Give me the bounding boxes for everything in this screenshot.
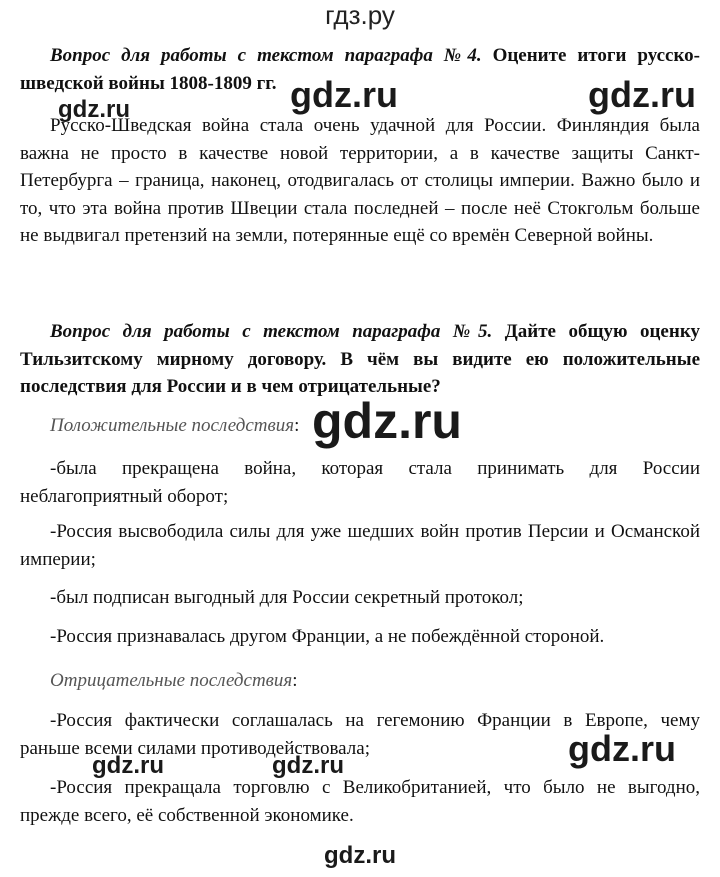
watermark-mid-2: gdz.ru	[588, 74, 696, 115]
watermark-big-1: gdz.ru	[312, 393, 462, 449]
positive-item-1: -была прекращена война, которая стала принимать для России неблагоприятный оборот;	[20, 458, 700, 507]
question-5	[20, 318, 700, 401]
negative-item-1: -Россия фактически соглашалась на гегемонию Франции в Европе, чему раньше всеми силами противодействовала;	[20, 710, 700, 759]
positive-item-4: -Россия признавалась другом Франции, а не побеждённой стороной.	[50, 626, 605, 647]
watermark-mid-3: gdz.ru	[568, 728, 676, 769]
negative-item-2: -Россия прекращала торговлю с Великобританией, что было не выгодно, прежде всего, её собственной экономике.	[20, 777, 700, 826]
watermark-small-1: gdz.ru	[58, 96, 130, 123]
positive-heading-colon: :	[294, 415, 300, 436]
watermark-mid-1: gdz.ru	[290, 74, 398, 115]
negative-heading-colon: :	[292, 670, 298, 691]
question-5-label: Вопрос для работы с текстом параграфа №5.	[50, 321, 493, 342]
question-5-text: Дайте общую оценку Тильзитскому мирному договору. В чём вы видите ею положительные последствия для России и в чем отрицательные?	[20, 321, 700, 397]
positive-item-2: -Россия высвободила силы для уже шедших войн против Персии и Османской империи;	[20, 521, 700, 570]
positive-heading-text: Положительные последствия	[50, 415, 295, 436]
negative-heading-text: Отрицательные последствия	[50, 670, 293, 691]
positive-heading	[50, 412, 299, 439]
answer-4: Русско-Шведская война стала очень удачной для России. Финляндия была важна не просто в качестве новой территории, а в качестве защиты Санкт-Петербурга – граница, наконец, отодвигалась от столицы империи. Важно было и то, что эта война против Швеции стала последней – после неё Стокгольм больше не выдвигал претензий на земли, потерянные ещё со времён Северной войны.	[20, 115, 700, 246]
watermark-small-3: gdz.ru	[272, 752, 344, 779]
negative-heading	[50, 667, 298, 694]
watermark-small-2: gdz.ru	[92, 752, 164, 779]
question-4-text: Оцените итоги русско-шведской войны 1808-1809 гг.	[20, 45, 701, 94]
header-watermark: гдз.ру	[325, 0, 395, 30]
watermark-footer: gdz.ru	[324, 842, 396, 869]
positive-item-3: -был подписан выгодный для России секретный протокол;	[50, 587, 524, 608]
question-4-label: Вопрос для работы с текстом параграфа №4.	[50, 45, 482, 66]
